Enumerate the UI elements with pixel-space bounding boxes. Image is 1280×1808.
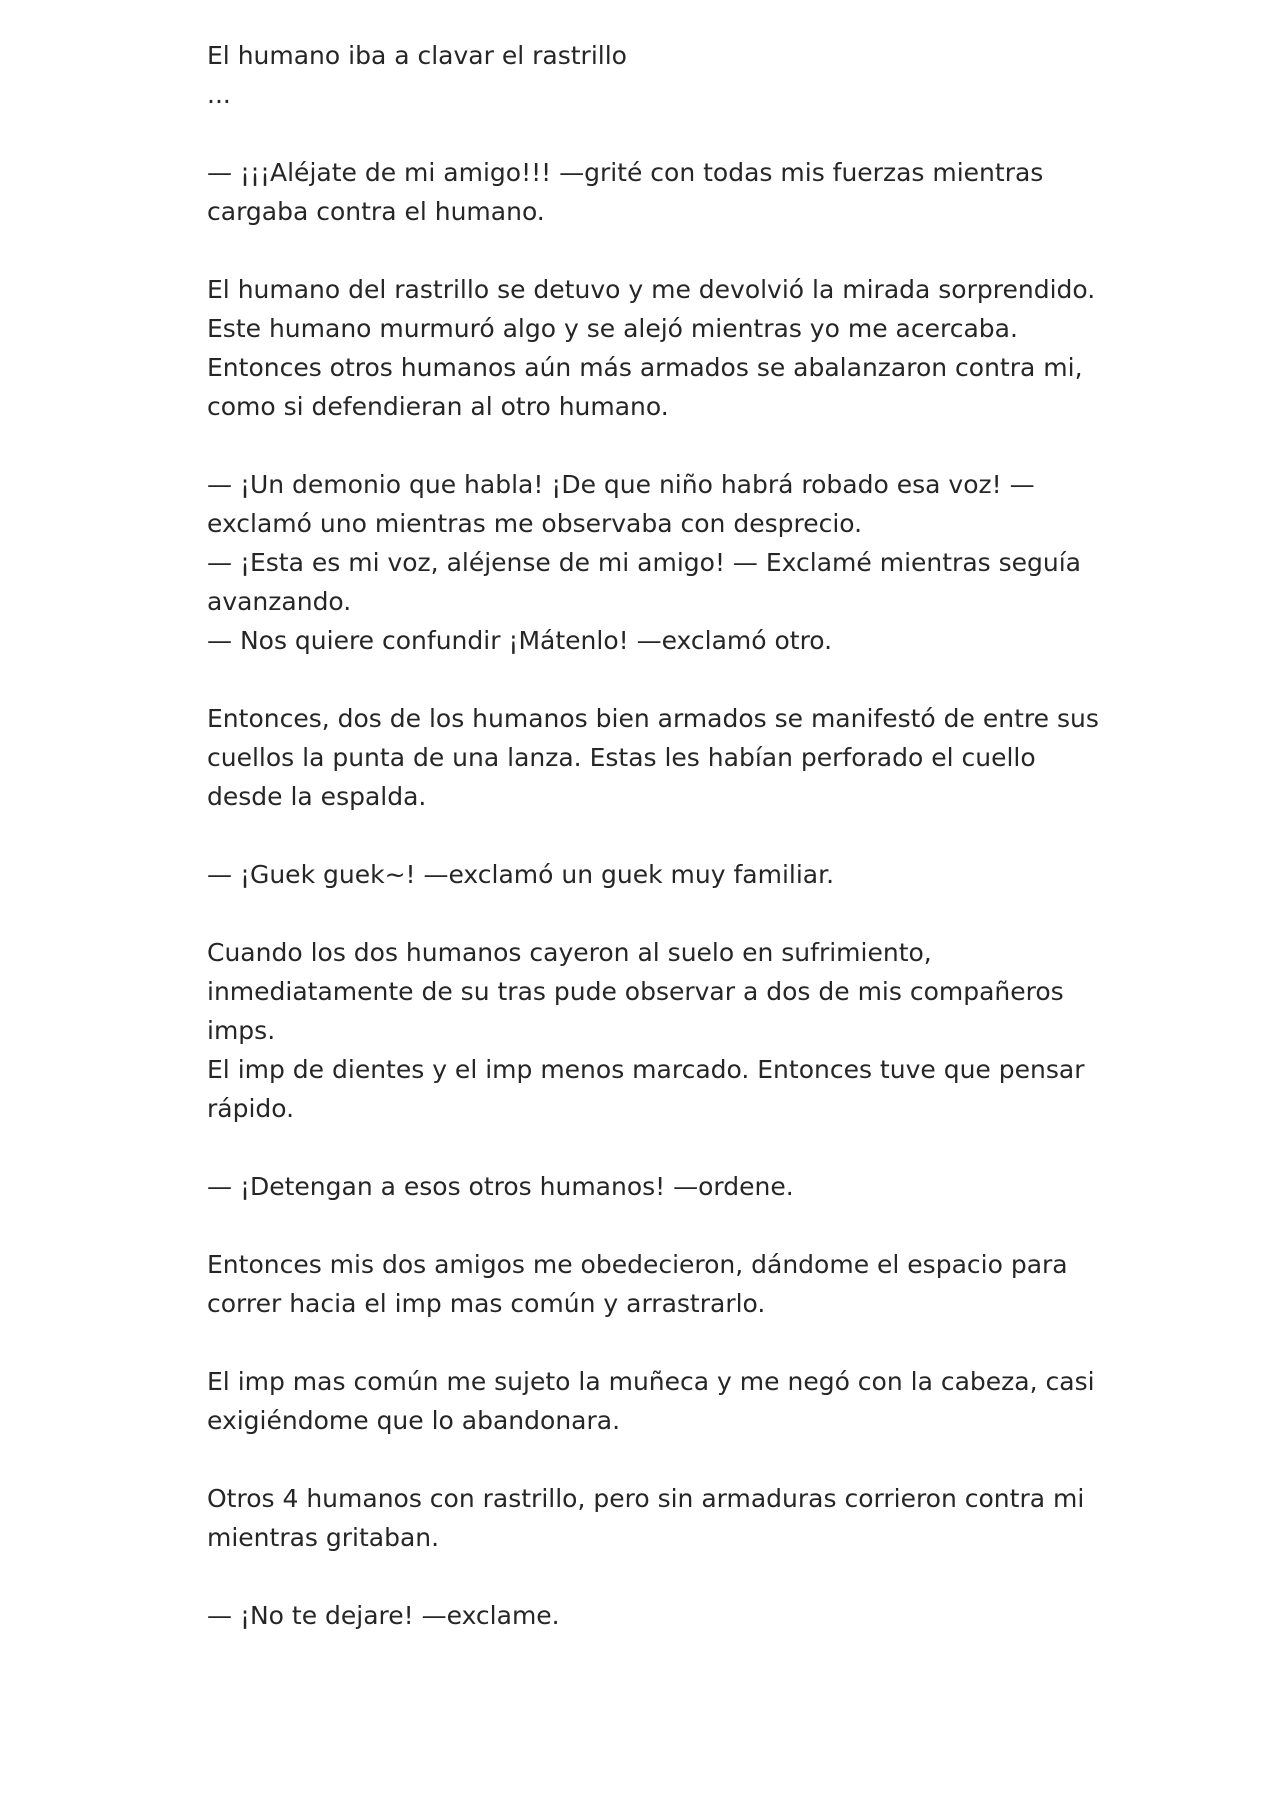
text-line: mientras gritaban.: [207, 1523, 440, 1552]
paragraph-gap: [207, 1206, 1087, 1245]
text-line: El humano del rastrillo se detuvo y me devolvió la mirada sorprendido.: [207, 275, 1096, 304]
paragraph-gap: [207, 1440, 1087, 1479]
paragraph: [207, 1245, 1087, 1323]
paragraph-gap: [207, 1323, 1087, 1362]
text-line: ...: [207, 80, 231, 109]
paragraph-gap: [207, 426, 1087, 465]
paragraph: [207, 855, 1087, 894]
paragraph-gap: [207, 894, 1087, 933]
paragraph-gap: [207, 816, 1087, 855]
text-line: Este humano murmuró algo y se alejó mientras yo me acercaba.: [207, 314, 1018, 343]
text-line: Entonces otros humanos aún más armados se abalanzaron contra mi,: [207, 353, 1083, 382]
paragraph: [207, 465, 1087, 660]
paragraph: [207, 270, 1096, 426]
paragraph-gap: [207, 660, 1087, 699]
text-line: cargaba contra el humano.: [207, 197, 545, 226]
text-line: — ¡Esta es mi voz, aléjense de mi amigo! — Exclamé mientras seguía: [207, 548, 1081, 577]
paragraph: [207, 36, 1087, 114]
paragraph-gap: [207, 114, 1087, 153]
document-page: [207, 36, 1099, 1635]
paragraph-gap: [207, 231, 1087, 270]
text-line: Cuando los dos humanos cayeron al suelo en sufrimiento,: [207, 938, 932, 967]
text-line: como si defendieran al otro humano.: [207, 392, 669, 421]
text-line: El imp de dientes y el imp menos marcado. Entonces tuve que pensar: [207, 1055, 1085, 1084]
paragraph: [207, 1479, 1087, 1557]
paragraph: [207, 933, 1087, 1128]
text-line: rápido.: [207, 1094, 295, 1123]
paragraph-gap: [207, 1128, 1087, 1167]
paragraph: [207, 1167, 1087, 1206]
text-line: imps.: [207, 1016, 276, 1045]
text-line: — Nos quiere confundir ¡Mátenlo! —exclamó otro.: [207, 626, 833, 655]
text-line: — ¡No te dejare! —exclame.: [207, 1601, 560, 1630]
paragraph-gap: [207, 1557, 1087, 1596]
paragraph: [207, 1362, 1095, 1440]
text-line: avanzando.: [207, 587, 352, 616]
text-line: — ¡Detengan a esos otros humanos! —ordene.: [207, 1172, 794, 1201]
text-line: Otros 4 humanos con rastrillo, pero sin armaduras corrieron contra mi: [207, 1484, 1085, 1513]
text-line: cuellos la punta de una lanza. Estas les habían perforado el cuello: [207, 743, 1036, 772]
text-line: correr hacia el imp mas común y arrastrarlo.: [207, 1289, 766, 1318]
text-line: — ¡Guek guek~! —exclamó un guek muy familiar.: [207, 860, 835, 889]
paragraph: [207, 1596, 1087, 1635]
text-line: Entonces, dos de los humanos bien armados se manifestó de entre sus: [207, 704, 1099, 733]
text-line: exclamó uno mientras me observaba con desprecio.: [207, 509, 863, 538]
text-line: — ¡Un demonio que habla! ¡De que niño habrá robado esa voz! —: [207, 470, 1035, 499]
text-line: exigiéndome que lo abandonara.: [207, 1406, 621, 1435]
paragraph: [207, 699, 1099, 816]
paragraph: [207, 153, 1087, 231]
text-line: El humano iba a clavar el rastrillo: [207, 41, 627, 70]
text-line: El imp mas común me sujeto la muñeca y me negó con la cabeza, casi: [207, 1367, 1095, 1396]
text-line: — ¡¡¡Aléjate de mi amigo!!! —grité con todas mis fuerzas mientras: [207, 158, 1044, 187]
text-line: inmediatamente de su tras pude observar a dos de mis compañeros: [207, 977, 1064, 1006]
text-line: desde la espalda.: [207, 782, 427, 811]
text-line: Entonces mis dos amigos me obedecieron, dándome el espacio para: [207, 1250, 1068, 1279]
